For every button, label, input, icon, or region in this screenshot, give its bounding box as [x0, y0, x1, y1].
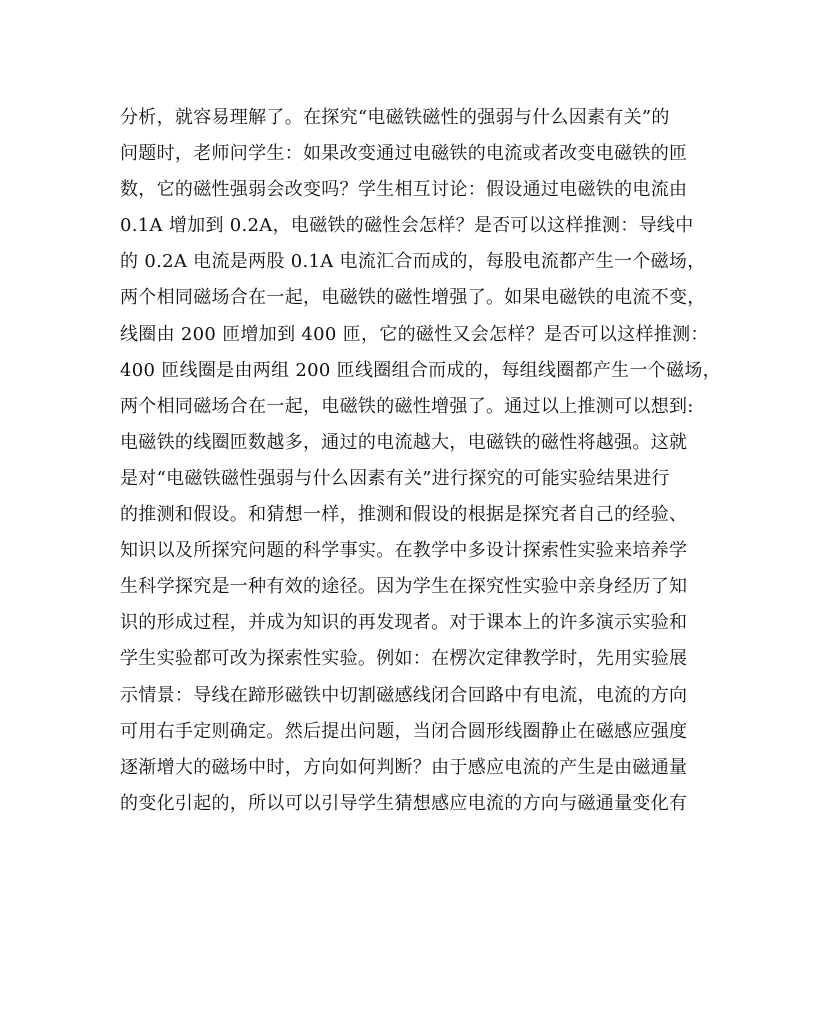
text-line: 的推测和假设。和猜想一样，推测和假设的根据是探究者自己的经验、 [120, 504, 688, 526]
text-line: 示情景：导线在蹄形磁铁中切割磁感线闭合回路中有电流，电流的方向 [120, 684, 688, 706]
text-line: 两个相同磁场合在一起，电磁铁的磁性增强了。通过以上推测可以想到: [120, 395, 694, 417]
text-line: 分析，就容易理解了。在探究“电磁铁磁性的强弱与什么因素有关”的 [120, 107, 670, 128]
text-line: 线圈由 200 匝增加到 400 匝，它的磁性又会怎样？是否可以这样推测： [120, 323, 709, 345]
text-line: 知识以及所探究问题的科学事实。在教学中多设计探索性实验来培养学 [120, 540, 688, 562]
text-line: 电磁铁的线圈匝数越多，通过的电流越大，电磁铁的磁性将越强。这就 [120, 431, 688, 453]
text-line: 的变化引起的，所以可以引导学生猜想感应电流的方向与磁通量变化有 [120, 792, 688, 814]
text-line: 学生实验都可改为探索性实验。例如：在楞次定律教学时，先用实验展 [120, 648, 688, 670]
text-line: 可用右手定则确定。然后提出问题，当闭合圆形线圈静止在磁感应强度 [120, 720, 688, 742]
text-line: 逐渐增大的磁场中时，方向如何判断？由于感应电流的产生是由磁通量 [120, 756, 688, 778]
text-line: 0.1A 增加到 0.2A，电磁铁的磁性会怎样？是否可以这样推测：导线中 [120, 215, 694, 237]
body-text [120, 100, 721, 822]
text-line: 400 匝线圈是由两组 200 匝线圈组合而成的，每组线圈都产生一个磁场， [120, 359, 721, 381]
text-line: 的 0.2A 电流是两股 0.1A 电流汇合而成的，每股电流都产生一个磁场， [120, 251, 706, 273]
text-line: 生科学探究是一种有效的途径。因为学生在探究性实验中亲身经历了知 [120, 576, 688, 598]
text-line: 识的形成过程，并成为知识的再发现者。对于课本上的许多演示实验和 [120, 612, 688, 634]
text-line: 数，它的磁性强弱会改变吗？学生相互讨论：假设通过电磁铁的电流由 [120, 179, 688, 201]
text-line: 两个相同磁场合在一起，电磁铁的磁性增强了。如果电磁铁的电流不变， [120, 287, 706, 309]
text-line: 是对“电磁铁磁性强弱与什么因素有关”进行探究的可能实验结果进行 [120, 467, 670, 489]
text-line: 问题时，老师问学生：如果改变通过电磁铁的电流或者改变电磁铁的匝 [120, 143, 688, 165]
